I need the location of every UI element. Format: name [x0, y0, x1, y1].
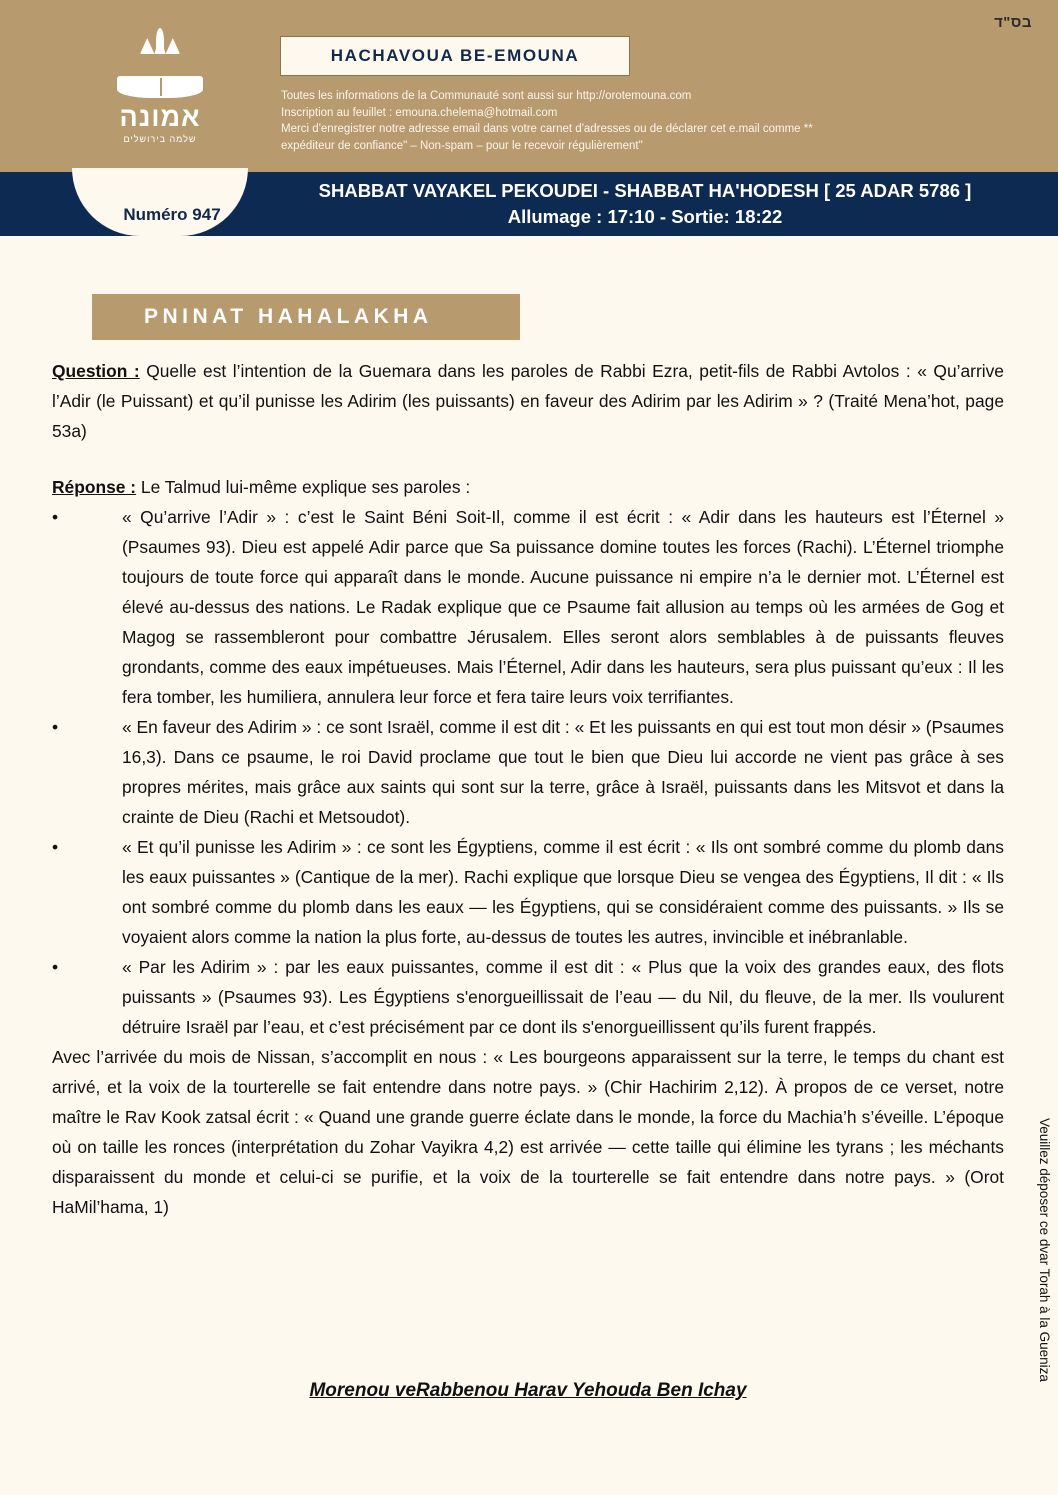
logo-hebrew-name: אמונה: [119, 102, 201, 132]
header-info-line-3: Merci d'enregistrer notre adresse email dans votre carnet d'adresses ou de déclarer cet e.mail comme **: [281, 123, 813, 135]
header-info-line-1: Toutes les informations de la Communauté sont aussi sur http://orotemouna.com: [281, 90, 692, 102]
reponse-paragraph: [52, 472, 1004, 502]
header-info-line-4: expéditeur de confiance" – Non-spam – pour le recevoir régulièrement": [281, 139, 643, 152]
publication-title: HACHAVOUA BE-EMOUNA: [330, 46, 580, 65]
open-book-icon: [117, 76, 203, 98]
author-signature: Morenou veRabbenou Harav Yehouda Ben Ichay: [309, 1380, 747, 1401]
logo: [82, 8, 238, 164]
list-item-text: « Qu’arrive l’Adir » : c’est le Saint Béni Soit-Il, comme il est écrit : « Adir dans les hauteurs est l’Éternel » (Psaumes 93). Dieu est appelé Adir parce que Sa puissance domine toutes les forces (Rachi). L’Éternel triomphe toujours de toute force qui apparaît dans le monde. Aucune puissance ni empire n’a le dernier mot. L’Éternel est élevé au-dessus des nations. Le Radak explique que ce Psaume fait allusion au temps où les armées de Gog et Magog se rassembleront pour combattre Jérusalem. Elles seront alors semblables à de puissants fleuves grondants, comme des eaux impétueuses. Mais l’Éternel, Adir dans les hauteurs, sera plus puissant qu’eux : Il les fera tomber, les humiliera, annulera leur force et fera taire leurs voix terrifiantes.: [122, 507, 1004, 707]
header-info-block: [281, 88, 981, 154]
logo-hebrew-subtitle: שלמה בירושלים: [123, 134, 197, 144]
list-item-text: « Et qu’il punisse les Adirim » : ce sont les Égyptiens, comme il est écrit : « Ils ont sombré comme du plomb dans les eaux puissantes » (Cantique de la mer). Rachi explique que lorsque Dieu se vengea des Égyptiens, Il dit : « Ils ont sombré comme du plomb dans les eaux — les Égyptiens, qui se considéraient comme des puissants. » Ils se voyaient alors comme la nation la plus forte, au-dessus de toutes les autres, invincible et inébranlable.: [122, 837, 1004, 947]
issue-title: [250, 178, 1040, 230]
closing-paragraph: Avec l’arrivée du mois de Nissan, s’accomplit en nous : « Les bourgeons apparaissent sur la terre, le temps du chant est arrivé, et la voix de la tourterelle se fait entendre dans notre pays. » (Chir Hachirim 2,12). À propos de ce verset, notre maître le Rav Kook zatsal écrit : « Quand une grande guerre éclate dans le monde, la force du Machia’h s’éveille. L’époque où on taille les ronces (interprétation du Zohar Vayikra 4,2) est arrivée — cette taille qui élimine les tyrans ; les méchants disparaissent du monde et celui-ci se purifie, et la voix de la tourterelle se fait entendre dans notre pays. » (Orot HaMil’hama, 1): [52, 1047, 1004, 1217]
reponse-label: Réponse :: [52, 477, 137, 497]
bullet-icon: •: [52, 957, 59, 977]
section-heading-label: PNINAT HAHALAKHA: [144, 305, 433, 328]
issue-number: Numéro 947: [123, 205, 221, 224]
reponse-text: Le Talmud lui-même explique ses paroles :: [136, 477, 471, 497]
article-body: [52, 356, 1004, 1222]
flame-icon: [132, 28, 188, 74]
spacer: [52, 446, 1004, 472]
header-info-line-2: Inscription au feuillet : emouna.chelema@hotmail.com: [281, 106, 558, 119]
bullet-icon: •: [52, 837, 59, 857]
issue-times: Allumage : 17:10 - Sortie: 18:22: [507, 206, 783, 227]
section-heading: [92, 294, 520, 340]
issue-title-line-1: SHABBAT VAYAKEL PEKOUDEI - SHABBAT HA'HODESH [ 25 ADAR 5786 ]: [318, 180, 972, 201]
question-paragraph: [52, 356, 1004, 446]
geniza-notice: Veuillez déposer ce dvar Torah à la Gueniza: [1037, 1118, 1052, 1382]
bullet-icon: •: [52, 717, 59, 737]
list-item: [52, 832, 1004, 952]
bullet-icon: •: [52, 507, 59, 527]
list-item: [52, 502, 1004, 712]
question-label: Question :: [52, 361, 140, 381]
bsd-marker: בס"ד: [994, 14, 1032, 31]
list-item-text: « En faveur des Adirim » : ce sont Israël, comme il est dit : « Et les puissants en qui est tout mon désir » (Psaumes 16,3). Dans ce psaume, le roi David proclame que tout le bien que Dieu lui accorde ne vient pas grâce à ses propres mérites, mais grâce aux saints qui sont sur la terre, grâce à Israël, puissants dans les Mitsvot et dans la crainte de Dieu (Rachi et Metsoudot).: [122, 717, 1004, 827]
list-item-text: « Par les Adirim » : par les eaux puissantes, comme il est dit : « Plus que la voix des grandes eaux, des flots puissants » (Psaumes 93). Les Égyptiens s'enorgueillissait de l’eau — du Nil, du fleuve, de la mer. Ils voulurent détruire Israël par l’eau, et c’est précisément par ce dont ils s'enorgueillissent qu’ils furent frappés.: [122, 957, 1004, 1037]
list-item: [52, 712, 1004, 832]
list-item: [52, 952, 1004, 1042]
question-text: Quelle est l’intention de la Guemara dans les paroles de Rabbi Ezra, petit-fils de Rabbi Avtolos : « Qu’arrive l’Adir (le Puissant) et qu’il punisse les Adirim (les puissants) en faveur des Adirim par les Adirim » ? (Traité Mena’hot, page 53a): [52, 361, 1004, 441]
publication-title-box: [280, 36, 630, 76]
